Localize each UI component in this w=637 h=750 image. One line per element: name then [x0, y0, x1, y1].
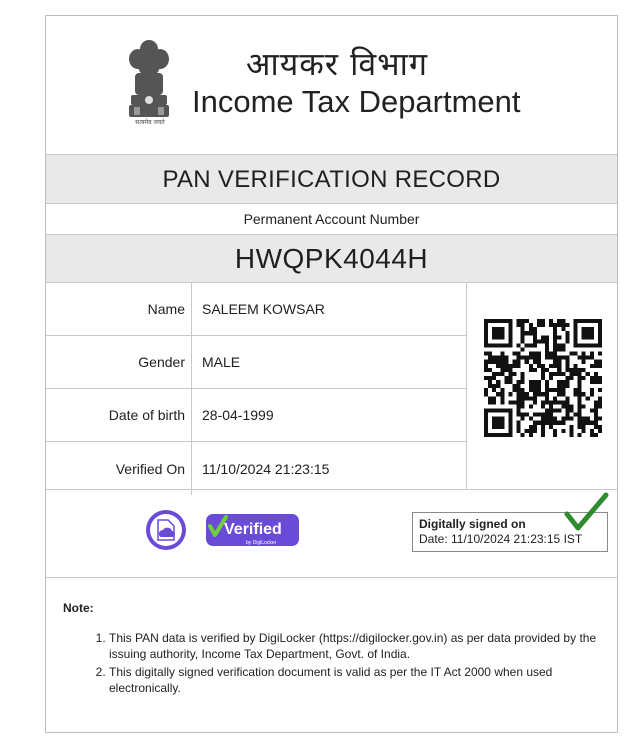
record-title: PAN VERIFICATION RECORD: [46, 154, 617, 204]
pan-number: HWQPK4044H: [46, 235, 617, 283]
details-value: MALE: [202, 354, 241, 370]
verified-badge-subtext: by DigiLocker: [246, 540, 277, 546]
green-checkmark-icon: [561, 492, 611, 536]
emblem-motto: सत्यमेव जयते: [135, 119, 165, 126]
details-label: Gender: [46, 336, 192, 388]
verification-document: [45, 15, 618, 733]
qr-cell: [466, 283, 617, 489]
details-row-verified-on: [46, 442, 467, 495]
pan-subtitle: Permanent Account Number: [46, 204, 617, 235]
details-row-gender: [46, 336, 467, 389]
note-item: 1. This PAN data is verified by DigiLocker (https://digilocker.gov.in) as per data provided by the issuing authority, Income Tax Department, Govt. of India.: [109, 630, 611, 662]
details-value: 11/10/2024 21:23:15: [202, 460, 330, 477]
details-row-dob: [46, 389, 467, 442]
details-label: Name: [46, 283, 192, 335]
department-name-hindi: आयकर विभाग: [246, 45, 428, 83]
note-item: 2. This digitally signed verification document is valid as per the IT Act 2000 when used electronically.: [109, 664, 611, 696]
details-table: [46, 283, 617, 490]
details-value: SALEEM KOWSAR: [202, 301, 325, 317]
details-label: Date of birth: [46, 389, 192, 441]
department-name-english: Income Tax Department: [192, 84, 521, 119]
verification-badges: [46, 490, 617, 578]
notes-title: Note:: [63, 601, 94, 615]
notes-list: [91, 630, 611, 698]
details-value: 28-04-1999: [202, 407, 274, 423]
verified-badge-text: Verified: [224, 521, 282, 538]
signature-title: Digitally signed on: [419, 517, 526, 531]
qr-code-icon: [484, 319, 602, 437]
details-row-name: [46, 283, 467, 336]
signature-date: Date: 11/10/2024 21:23:15 IST: [419, 532, 583, 546]
details-label: Verified On: [46, 442, 192, 495]
document-header: [46, 16, 617, 154]
